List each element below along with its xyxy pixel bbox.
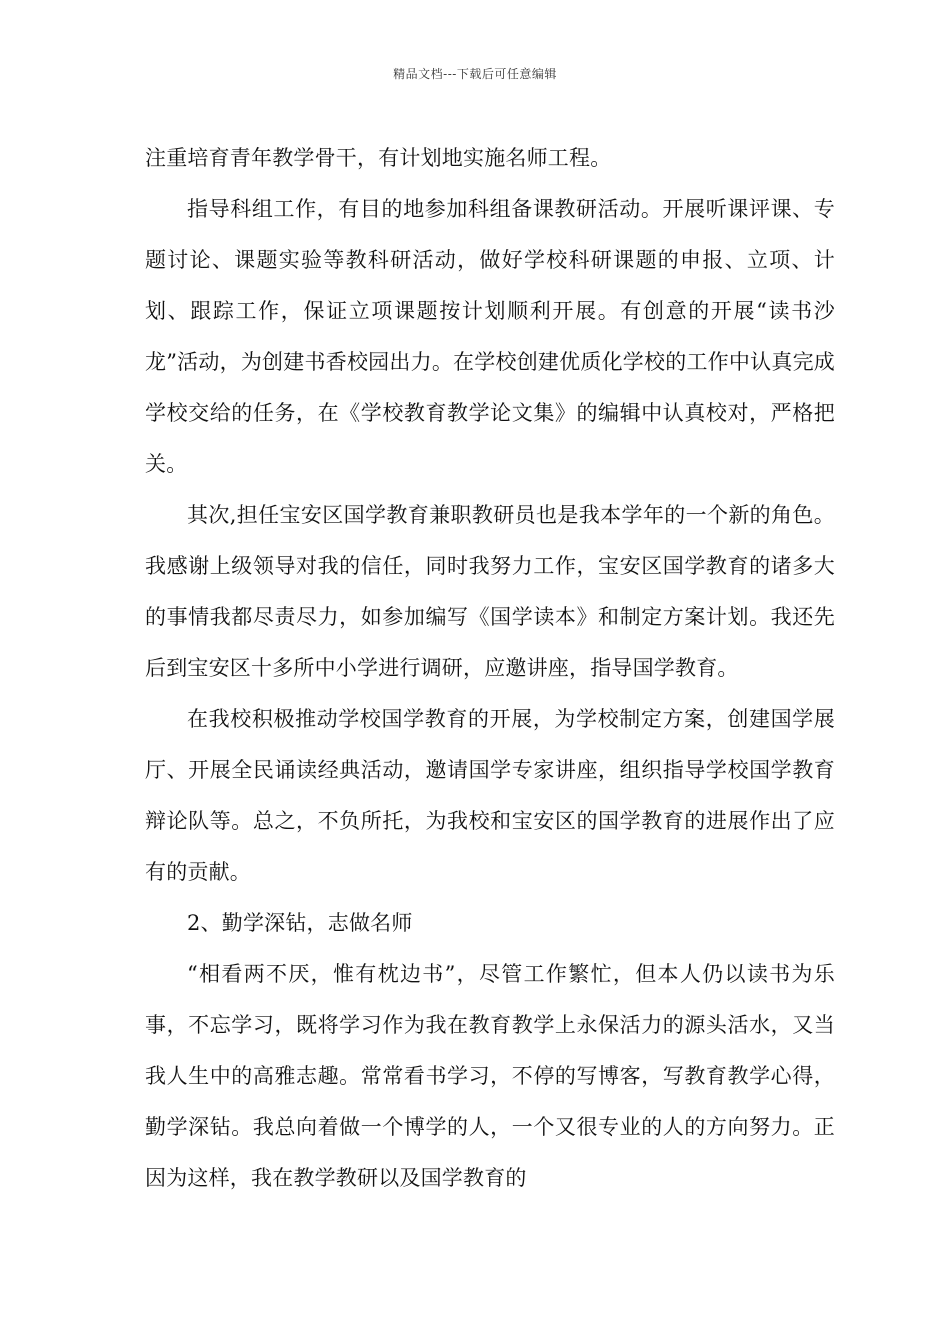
page-header: 精品文档---下载后可任意编辑 [393, 67, 557, 81]
paragraph-guoxue-researcher: 其次,担任宝安区国学教育兼职教研员也是我本学年的一个新的角色。我感谢上级领导对我的信任，同时我努力工作，宝安区国学教育的诸多大的事情我都尽责尽力，如参加编写《国学读本》和制定方案计划。我还先后到宝安区十多所中小学进行调研，应邀讲座，指导国学教育。 [145, 503, 835, 680]
section-heading: 2、勤学深钻，志做名师 [187, 911, 413, 935]
paragraph-school-guoxue: 在我校积极推动学校国学教育的开展，为学校制定方案，创建国学展厅、开展全民诵读经典活动，邀请国学专家讲座，组织指导学校国学教育辩论队等。总之，不负所托，为我校和宝安区的国学教育的进展作出了应有的贡献。 [145, 707, 835, 884]
document-body [145, 133, 835, 1204]
paragraph-guidance-work: 指导科组工作，有目的地参加科组备课教研活动。开展听课评课、专题讨论、课题实验等教科研活动，做好学校科研课题的申报、立项、计划、跟踪工作，保证立项课题按计划顺利开展。有创意的开展“读书沙龙”活动，为创建书香校园出力。在学校创建优质化学校的工作中认真完成学校交给的任务，在《学校教育教学论文集》的编辑中认真校对，严格把关。 [145, 197, 835, 476]
paragraph-study: “相看两不厌，惟有枕边书”，尽管工作繁忙，但本人仍以读书为乐事，不忘学习，既将学习作为我在教育教学上永保活力的源头活水，又当我人生中的高雅志趣。常常看书学习，不停的写博客，写教育教学心得，勤学深钻。我总向着做一个博学的人，一个又很专业的人的方向努力。正因为这样，我在教学教研以及国学教育的 [145, 962, 835, 1190]
paragraph-continuation: 注重培育青年教学骨干，有计划地实施名师工程。 [145, 146, 612, 170]
